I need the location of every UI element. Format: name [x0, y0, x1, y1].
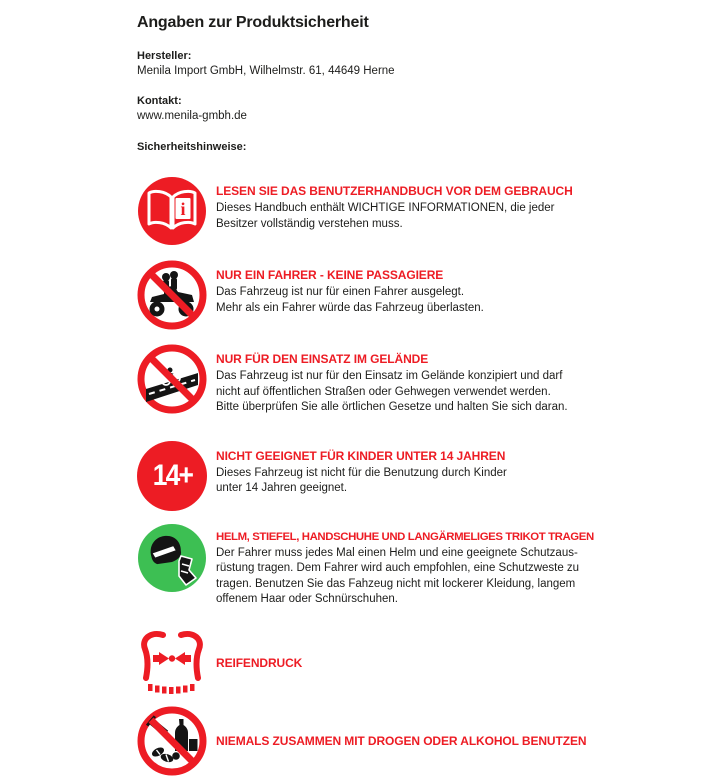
- safety-item-text: Besitzer vollständig verstehen muss.: [216, 217, 403, 230]
- safety-item-text: unter 14 Jahren geeignet.: [216, 482, 348, 494]
- safety-item: [137, 260, 717, 330]
- safety-item-text: Dieses Handbuch enthält WICHTIGE INFORMATIONEN, die jeder: [216, 202, 555, 214]
- safety-item-text: Mehr als ein Fahrer würde das Fahrzeug überlasten.: [216, 301, 484, 314]
- safety-items-list: [137, 176, 717, 776]
- no-drugs-alcohol-icon: [137, 706, 207, 776]
- offroad-only-icon: [137, 344, 207, 414]
- svg-text:i: i: [180, 199, 186, 219]
- safety-item-heading: HELM, STIEFEL, HANDSCHUHE UND LANGÄRMELIGES TRIKOT TRAGEN: [216, 530, 594, 543]
- safety-item: [137, 523, 717, 608]
- tire-pressure-icon: [137, 628, 207, 698]
- no-passenger-icon: [137, 260, 207, 330]
- safety-item-text: tragen. Benutzen Sie das Fahzeug nicht mit lockerer Kleidung, langem: [216, 577, 576, 590]
- safety-item-text: Das Fahrzeug ist nur für einen Fahrer ausgelegt.: [216, 286, 465, 298]
- safety-item-text: Dieses Fahrzeug ist nicht für die Benutzung durch Kinder: [216, 466, 507, 479]
- safety-item-text: offenem Haar oder Schnürschuhen.: [216, 593, 398, 605]
- safety-item-text: Bitte überprüfen Sie alle örtlichen Gesetze und halten Sie sich daran.: [216, 401, 568, 413]
- safety-item: [137, 176, 717, 246]
- safety-item-text: nicht auf öffentlichen Straßen oder Gehwegen verwendet werden.: [216, 385, 551, 398]
- age-14-plus-icon: [137, 441, 207, 511]
- safety-section-heading: Sicherheitshinweise:: [137, 141, 247, 153]
- safety-item-heading: NUR EIN FAHRER - KEINE PASSAGIERE: [216, 268, 444, 282]
- safety-item-text: Das Fahrzeug ist nur für den Einsatz im Gelände konzipiert und darf: [216, 370, 563, 382]
- age-14-plus-label: 14+: [152, 458, 192, 492]
- page-title: Angaben zur Produktsicherheit: [137, 14, 369, 31]
- safety-item-heading: LESEN SIE DAS BENUTZERHANDBUCH VOR DEM GEBRAUCH: [216, 184, 573, 198]
- contact-value: www.menila-gmbh.de: [137, 110, 247, 122]
- safety-item: [137, 441, 717, 511]
- protective-gear-icon: [137, 523, 207, 593]
- safety-item: [137, 628, 717, 698]
- safety-item-text: Der Fahrer muss jedes Mal einen Helm und eine geeignete Schutzaus-: [216, 546, 578, 559]
- safety-item: [137, 706, 717, 776]
- safety-item-heading: REIFENDRUCK: [216, 655, 303, 670]
- product-safety-document: [137, 0, 717, 776]
- read-manual-icon: [137, 176, 207, 246]
- safety-item-heading: NICHT GEEIGNET FÜR KINDER UNTER 14 JAHREN: [216, 448, 506, 463]
- manufacturer-label: Hersteller:: [137, 50, 192, 62]
- manufacturer-value: Menila Import GmbH, Wilhelmstr. 61, 44649 Herne: [137, 65, 395, 77]
- safety-item-heading: NIEMALS ZUSAMMEN MIT DROGEN ODER ALKOHOL BENUTZEN: [216, 733, 587, 748]
- safety-item: [137, 344, 717, 416]
- safety-item-text: rüstung tragen. Dem Fahrer wird auch empfohlen, eine Schutzweste zu: [216, 562, 580, 574]
- safety-item-heading: NUR FÜR DEN EINSATZ IM GELÄNDE: [216, 352, 429, 366]
- contact-label: Kontakt:: [137, 95, 182, 107]
